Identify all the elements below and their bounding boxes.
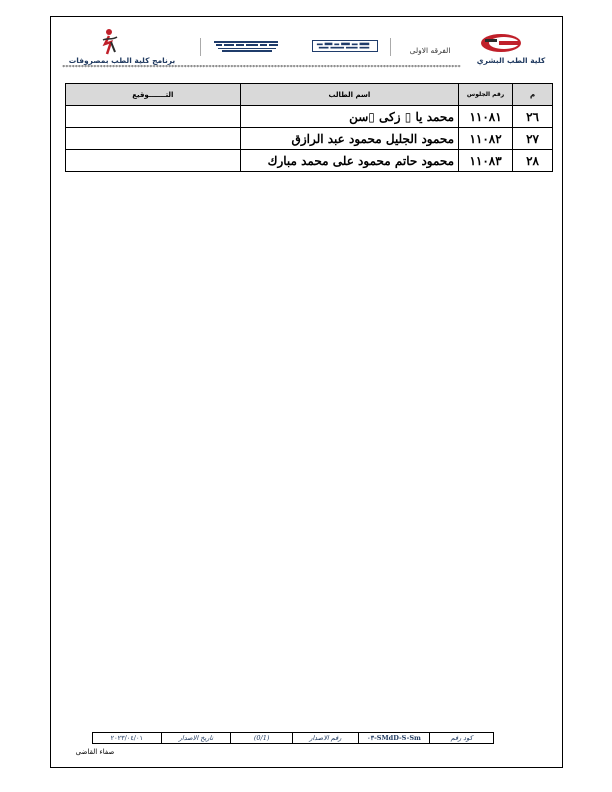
header-star-separator: ******************************************************************************************************************************** (62, 65, 461, 71)
date-value: ٢٠٢٣/٠٤/٠١ (110, 734, 143, 742)
header-divider (390, 38, 391, 56)
student-name: محمود الجليل محمود عبد الرازق (240, 128, 458, 150)
table-row (66, 150, 553, 172)
ministry-banner-icon (212, 40, 282, 53)
column-header-seat: رقم الجلوس (459, 84, 513, 106)
row-number: ٢٦ (513, 106, 553, 128)
row-number: ٢٨ (513, 150, 553, 172)
table-row (66, 128, 553, 150)
seat-number: ١١٠٨٣ (459, 150, 513, 172)
faculty-name: كلية الطب البشري (476, 56, 546, 65)
seat-number: ١١٠٨٢ (459, 128, 513, 150)
preparer-name: صفاء القاضى (75, 748, 115, 756)
date-label: تاريخ الاصدار (161, 733, 231, 743)
signature-cell[interactable] (66, 128, 241, 150)
signature-cell[interactable] (66, 106, 241, 128)
university-banner-icon (312, 40, 378, 52)
student-roster-table (65, 83, 553, 172)
table-header-row (66, 84, 553, 106)
student-name: محمد يا ▯ زكى ▯سن (240, 106, 458, 128)
student-name: محمود حاتم محمود على محمد مبارك (240, 150, 458, 172)
document-control-box (92, 732, 494, 744)
program-name: برنامج كلية الطب بمصروفات (68, 56, 176, 65)
column-header-name: اسم الطالب (240, 84, 458, 106)
academic-level: الفرقه الاولى (409, 46, 451, 55)
table-row (66, 106, 553, 128)
column-header-number: م (513, 84, 553, 106)
header-divider (200, 38, 201, 56)
column-header-signature: التـــــــوقيع (66, 84, 241, 106)
release-value: (0/1) (230, 733, 292, 743)
code-label: كود رقم (429, 733, 493, 743)
release-label: رقم الاصدار (292, 733, 358, 743)
row-number: ٢٧ (513, 128, 553, 150)
code-value: SMdD-S-Sm-٠٣ (358, 733, 430, 743)
signature-cell[interactable] (66, 150, 241, 172)
seat-number: ١١٠٨١ (459, 106, 513, 128)
faculty-logo-icon (477, 32, 527, 54)
